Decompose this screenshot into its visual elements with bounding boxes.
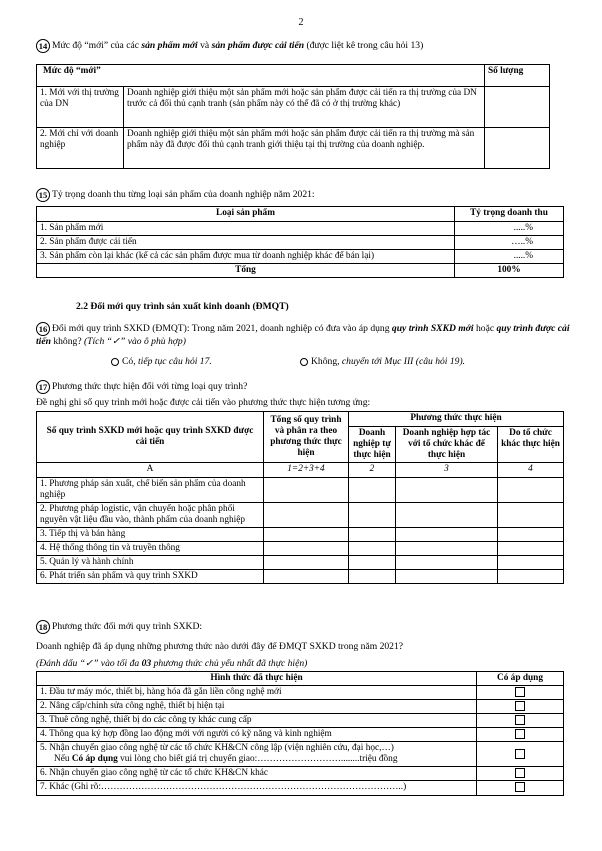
q18-note-a: (Đánh dấu “✓” vào tối đa — [36, 658, 142, 669]
table-row — [37, 128, 550, 169]
q16-text: Đổi mới quy trình SXKD (ĐMQT): Trong năm 2021, doanh nghiệp có đưa vào áp dụng — [52, 323, 392, 335]
q17-row4-total[interactable] — [264, 541, 349, 555]
q18-row4-label: 4. Thông qua ký hợp đồng lao động mới với người có kỹ năng và kinh nghiệm — [37, 728, 477, 742]
table-row — [37, 527, 564, 541]
q17-row4-coop[interactable] — [396, 541, 498, 555]
radio-yes-icon[interactable] — [111, 358, 119, 366]
q15-row2-label: 2. Sản phẩm được cải tiến — [37, 235, 455, 249]
q16-option-no-note: chuyển tới Mục III (câu hỏi 19). — [341, 356, 466, 367]
q16-text-bold: quy trình SXKD mới — [391, 323, 474, 335]
q17-row6-coop[interactable] — [396, 569, 498, 583]
q17-row2-self[interactable] — [349, 502, 396, 527]
q16-number: 16 — [36, 322, 50, 336]
q17-row6-self[interactable] — [349, 569, 396, 583]
q17-table — [36, 411, 564, 584]
q18-row5-if: Nếu — [54, 754, 72, 765]
q15-row3-value[interactable]: .....% — [455, 249, 564, 263]
table-row — [37, 263, 564, 277]
q17-code-2: 2 — [349, 463, 396, 478]
q16-instruction: (Tích “✓” vào ô phù hợp) — [83, 336, 186, 347]
q17-row4-other[interactable] — [498, 541, 564, 555]
q17-code-4: 4 — [498, 463, 564, 478]
q17-title — [36, 380, 570, 394]
q14-table — [36, 64, 550, 169]
q17-col-self: Doanh nghiệp tự thực hiện — [349, 427, 396, 463]
q18-row2-label: 2. Nâng cấp/chỉnh sửa công nghệ, thiết bị hiện tại — [37, 700, 477, 714]
table-row — [37, 742, 564, 767]
q17-row1-self[interactable] — [349, 478, 396, 503]
q17-row1-label: 1. Phương pháp sản xuất, chế biến sản phẩm của doanh nghiệp — [37, 478, 264, 503]
q18-note-b: 03 — [141, 658, 152, 669]
q17-row3-label: 3. Tiếp thị và bán hàng — [37, 527, 264, 541]
q16-option-no[interactable] — [300, 356, 560, 367]
q17-row2-total[interactable] — [264, 502, 349, 527]
q14-row2-input[interactable] — [485, 128, 550, 169]
table-row — [37, 685, 564, 699]
q17-row4-label: 4. Hệ thống thông tin và truyền thông — [37, 541, 264, 555]
q14-col-quantity: Số lượng — [485, 65, 550, 87]
q18-note-c: phương thức chủ yếu nhất đã thực hiện) — [151, 658, 308, 669]
q15-title — [36, 188, 570, 202]
q15-row3-label: 3. Sản phẩm còn lại khác (kể cả các sản phẩm được mua từ doanh nghiệp khác để bán lại) — [37, 249, 455, 263]
q17-code-1: 1=2+3+4 — [264, 463, 349, 478]
q18-table — [36, 671, 564, 796]
q18-row5-detail — [40, 754, 473, 765]
section-heading: 2.2 Đổi mới quy trình sản xuất kinh doanh (ĐMQT) — [76, 301, 289, 312]
q17-row1-coop[interactable] — [396, 478, 498, 503]
q18-sub: Doanh nghiệp đã áp dụng những phương thức nào dưới đây để ĐMQT SXKD trong năm 2021? — [36, 641, 404, 652]
q14-row2-desc: Doanh nghiệp giới thiệu một sản phẩm mới hoặc sản phẩm được cải tiến ra thị trường mà sản phẩm này đã được đối thủ cạnh tranh giới thiệu tại thị trường của doanh nghiệp. — [124, 128, 485, 169]
q15-col-type: Loại sản phẩm — [37, 207, 455, 222]
checkbox-icon[interactable] — [515, 729, 525, 739]
q17-col-other: Do tổ chức khác thực hiện — [498, 427, 564, 463]
table-row — [37, 781, 564, 795]
q14-text: Mức độ “mới” của các — [52, 40, 142, 52]
table-row — [37, 569, 564, 583]
q14-text-bold: sản phẩm mới — [141, 40, 198, 52]
q17-code-a: A — [37, 463, 264, 478]
q17-row4-self[interactable] — [349, 541, 396, 555]
q15-row1-value[interactable]: .....% — [455, 222, 564, 236]
q15-row2-value[interactable]: …..% — [455, 235, 564, 249]
q17-row1-other[interactable] — [498, 478, 564, 503]
table-row — [37, 555, 564, 569]
q17-row5-label: 5. Quản lý và hành chính — [37, 555, 264, 569]
q16-option-yes-note: tiếp tục câu hỏi 17. — [138, 356, 212, 367]
checkbox-icon[interactable] — [515, 701, 525, 711]
q17-row1-total[interactable] — [264, 478, 349, 503]
q17-col-process: Số quy trình SXKD mới hoặc quy trình SXKD được cải tiến — [37, 412, 264, 463]
q14-text-and: và — [197, 40, 212, 52]
table-row — [37, 478, 564, 503]
q18-note — [36, 658, 570, 669]
q14-text-bold2: sản phẩm được cải tiến — [211, 40, 305, 52]
checkbox-icon[interactable] — [515, 715, 525, 725]
q18-row5-applied: Có áp dụng — [71, 754, 118, 765]
q14-title — [36, 39, 570, 53]
q17-row5-total[interactable] — [264, 555, 349, 569]
q15-total-label: Tổng — [37, 263, 455, 277]
q16-title — [36, 322, 570, 348]
q15-total-value: 100% — [455, 263, 564, 277]
q17-number: 17 — [36, 380, 50, 394]
table-row — [37, 222, 564, 236]
q18-row1-label: 1. Đầu tư máy móc, thiết bị, hàng hóa đã gắn liền công nghệ mới — [37, 685, 477, 699]
q14-number: 14 — [36, 39, 50, 53]
q14-row1-input[interactable] — [485, 87, 550, 128]
q17-row6-total[interactable] — [264, 569, 349, 583]
q15-number: 15 — [36, 188, 50, 202]
q17-row6-other[interactable] — [498, 569, 564, 583]
q18-row5-value: vui lòng cho biết giá trị chuyển giao:………………………........triệu đồng — [117, 754, 398, 765]
q14-text-tail: (được liệt kê trong câu hỏi 13) — [304, 40, 424, 52]
q18-text: Phương thức đổi mới quy trình SXKD: — [52, 621, 203, 633]
q15-col-share: Tỷ trọng doanh thu — [455, 207, 564, 222]
q17-row5-coop[interactable] — [396, 555, 498, 569]
q18-row3-label: 3. Thuê công nghệ, thiết bị do các công ty khác cung cấp — [37, 714, 477, 728]
q18-row7-label: 7. Khác (Ghi rõ:……………………………………………………………………………………..) — [37, 781, 477, 795]
q17-sub: Đề nghị ghi số quy trình mới hoặc được cải tiến vào phương thức thực hiện tương ứng: — [36, 397, 371, 408]
checkbox-icon[interactable] — [515, 768, 525, 778]
q15-table — [36, 206, 564, 278]
q17-code-3: 3 — [396, 463, 498, 478]
q15-text: Tỷ trọng doanh thu từng loại sản phẩm của doanh nghiệp năm 2021: — [52, 189, 315, 201]
q16-option-no-label: Không, — [311, 356, 342, 367]
table-row — [37, 541, 564, 555]
q18-number: 18 — [36, 620, 50, 634]
q18-row6-label: 6. Nhận chuyển giao công nghệ từ các tổ chức KH&CN khác — [37, 767, 477, 781]
page-number: 2 — [298, 17, 304, 28]
q17-col-group: Phương thức thực hiện — [349, 412, 564, 427]
table-row — [37, 728, 564, 742]
checkbox-icon[interactable] — [515, 749, 525, 759]
table-row — [37, 249, 564, 263]
q16-option-yes-label: Có, — [122, 356, 138, 367]
q14-row2-label: 2. Mới chỉ với doanh nghiệp — [37, 128, 124, 169]
q18-row5-label — [37, 742, 477, 767]
table-row — [37, 767, 564, 781]
q17-row5-self[interactable] — [349, 555, 396, 569]
q14-col-level: Mức độ “mới” — [37, 65, 485, 87]
q18-row5-text: 5. Nhận chuyển giao công nghệ từ các tổ chức KH&CN công lập (viện nghiên cứu, đại học,…) — [40, 743, 394, 754]
q17-row2-label: 2. Phương pháp logistic, vận chuyển hoặc phân phối nguyên vật liệu đầu vào, thành phẩm của doanh nghiệp — [37, 502, 264, 527]
table-row — [37, 87, 550, 128]
q17-text: Phương thức thực hiện đổi với từng loại quy trình? — [52, 381, 248, 393]
q14-row1-desc: Doanh nghiệp giới thiệu một sản phẩm mới hoặc sản phẩm được cải tiến ra thị trường của DN trước cả đối thủ cạnh tranh (sản phẩm này có thể đã có ở thị trường khác) — [124, 87, 485, 128]
checkbox-icon[interactable] — [515, 687, 525, 697]
q16-text-bold2: quy trình được cải tiến — [36, 323, 570, 347]
q17-row2-coop[interactable] — [396, 502, 498, 527]
q14-row1-label: 1. Mới với thị trường của DN — [37, 87, 124, 128]
q17-row5-other[interactable] — [498, 555, 564, 569]
q17-col-coop: Doanh nghiệp hợp tác với tổ chức khác để thực hiện — [396, 427, 498, 463]
checkbox-icon[interactable] — [515, 782, 525, 792]
q17-row3-coop[interactable] — [396, 527, 498, 541]
q18-title — [36, 620, 570, 634]
q16-text-q: không? — [50, 336, 84, 347]
q17-col-total: Tổng số quy trình và phân ra theo phương thức thực hiện — [264, 412, 349, 463]
table-row — [37, 714, 564, 728]
q18-col-applied: Có áp dụng — [477, 672, 564, 686]
q17-row2-other[interactable] — [498, 502, 564, 527]
table-row — [37, 502, 564, 527]
radio-no-icon[interactable] — [300, 358, 308, 366]
table-row — [37, 235, 564, 249]
table-row — [37, 700, 564, 714]
q15-row1-label: 1. Sản phẩm mới — [37, 222, 455, 236]
q17-row3-self[interactable] — [349, 527, 396, 541]
q18-col-form: Hình thức đã thực hiện — [37, 672, 477, 686]
q16-text-or: hoặc — [473, 323, 497, 335]
q17-row6-label: 6. Phát triển sản phẩm và quy trình SXKD — [37, 569, 264, 583]
q17-row3-other[interactable] — [498, 527, 564, 541]
q17-row3-total[interactable] — [264, 527, 349, 541]
